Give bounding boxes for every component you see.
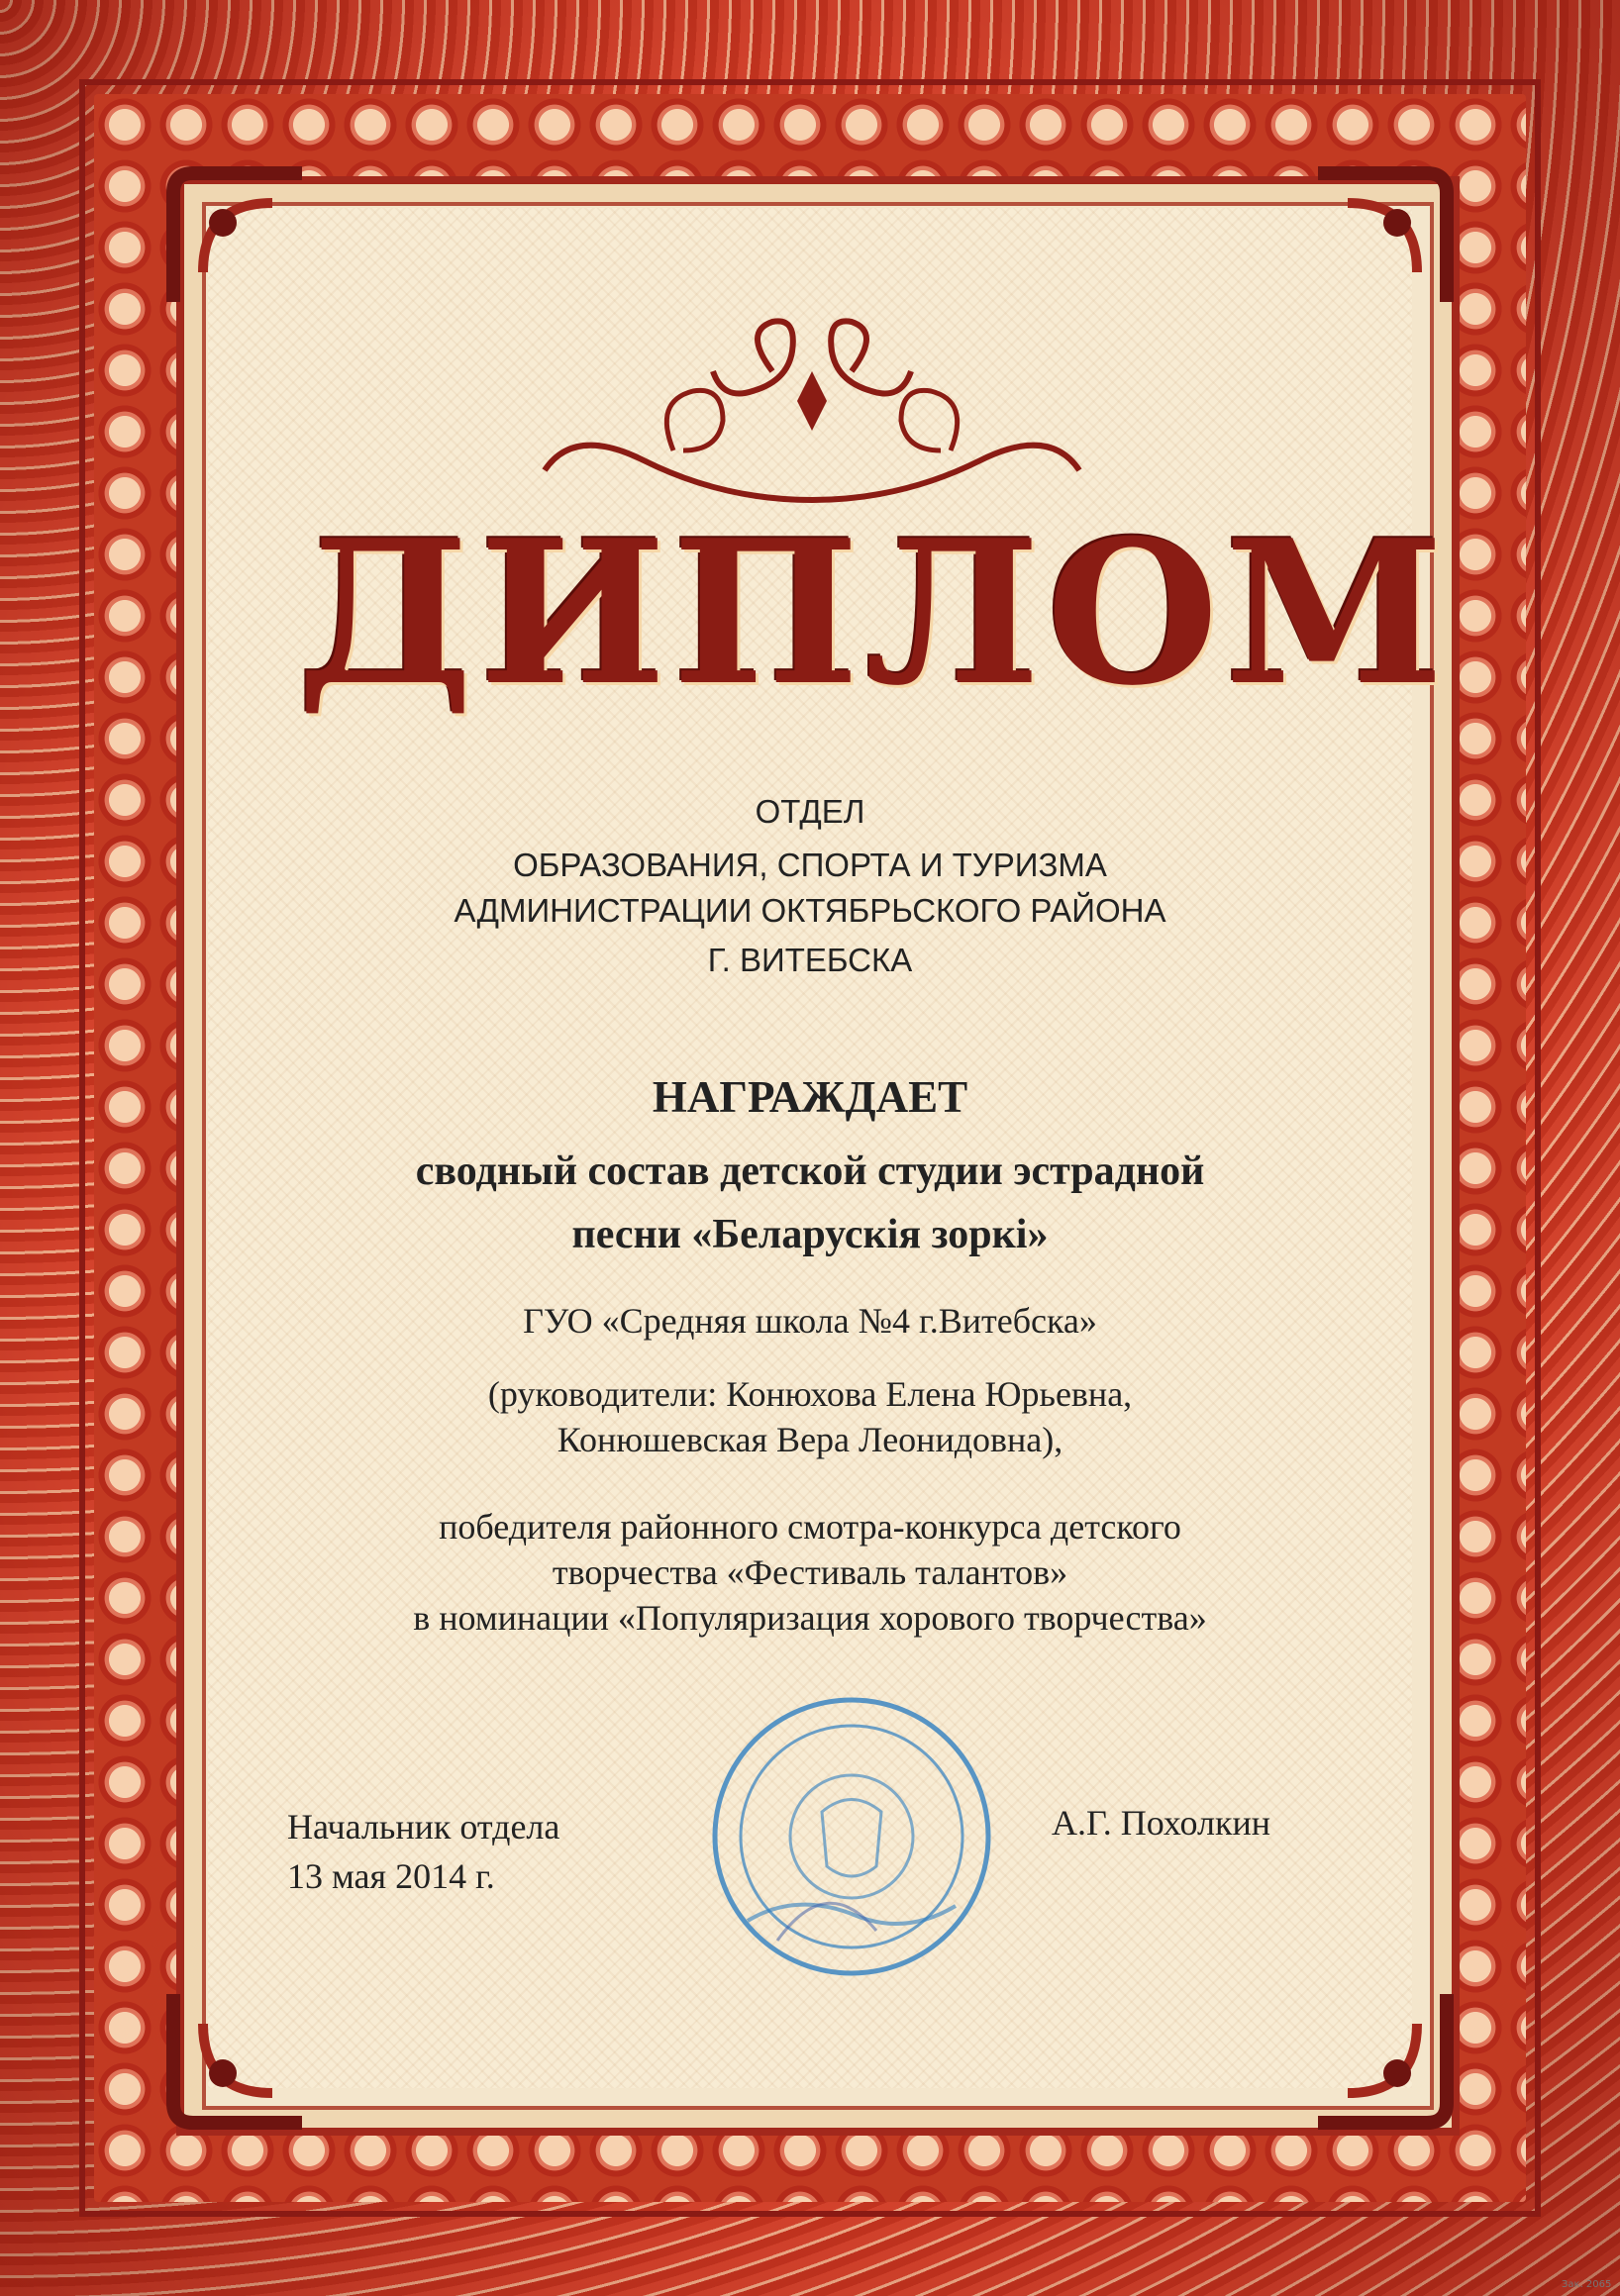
diploma-title: ДИПЛОМ <box>297 497 1451 730</box>
issuer-line-4: Г. ВИТЕБСКА <box>707 942 913 978</box>
reason-line-1: победителя районного смотра-конкурса детского <box>439 1507 1181 1547</box>
recipient-line-2: песни «Беларускія зоркі» <box>571 1212 1049 1257</box>
leaders-line-2: Конюшевская Вера Леонидовна), <box>557 1420 1063 1459</box>
issuer-line-3: АДМИНИСТРАЦИИ ОКТЯБРЬСКОГО РАЙОНА <box>454 892 1166 929</box>
issuer-line-2: ОБРАЗОВАНИЯ, СПОРТА И ТУРИЗМА <box>513 847 1107 883</box>
signatory-name: А.Г. Похолкин <box>1052 1803 1270 1843</box>
issue-date: 13 мая 2014 г. <box>287 1856 495 1896</box>
signatory-block <box>287 1802 559 1901</box>
signatory-position: Начальник отдела <box>287 1807 560 1847</box>
school-name: ГУО «Средняя школа №4 г.Витебска» <box>523 1301 1097 1341</box>
awards-heading: НАГРАЖДАЕТ <box>652 1072 968 1122</box>
issuer-line-1: ОТДЕЛ <box>755 793 865 830</box>
print-order-number: Зак. 2065 <box>1562 2279 1612 2290</box>
corner-ornament-top-right <box>1308 163 1457 312</box>
reason-line-3: в номинации «Популяризация хорового творчества» <box>413 1598 1207 1638</box>
corner-ornament-bottom-right <box>1308 1984 1457 2133</box>
reason-line-2: творчества «Фестиваль талантов» <box>552 1552 1068 1592</box>
corner-ornament-bottom-left <box>163 1984 312 2133</box>
recipient-line-1: сводный состав детской студии эстрадной <box>415 1148 1205 1194</box>
corner-ornament-top-left <box>163 163 312 312</box>
leaders-line-1: (руководители: Конюхова Елена Юрьевна, <box>487 1374 1133 1414</box>
official-seal-stamp <box>708 1693 995 1980</box>
top-swirl-ornament <box>525 312 1099 510</box>
